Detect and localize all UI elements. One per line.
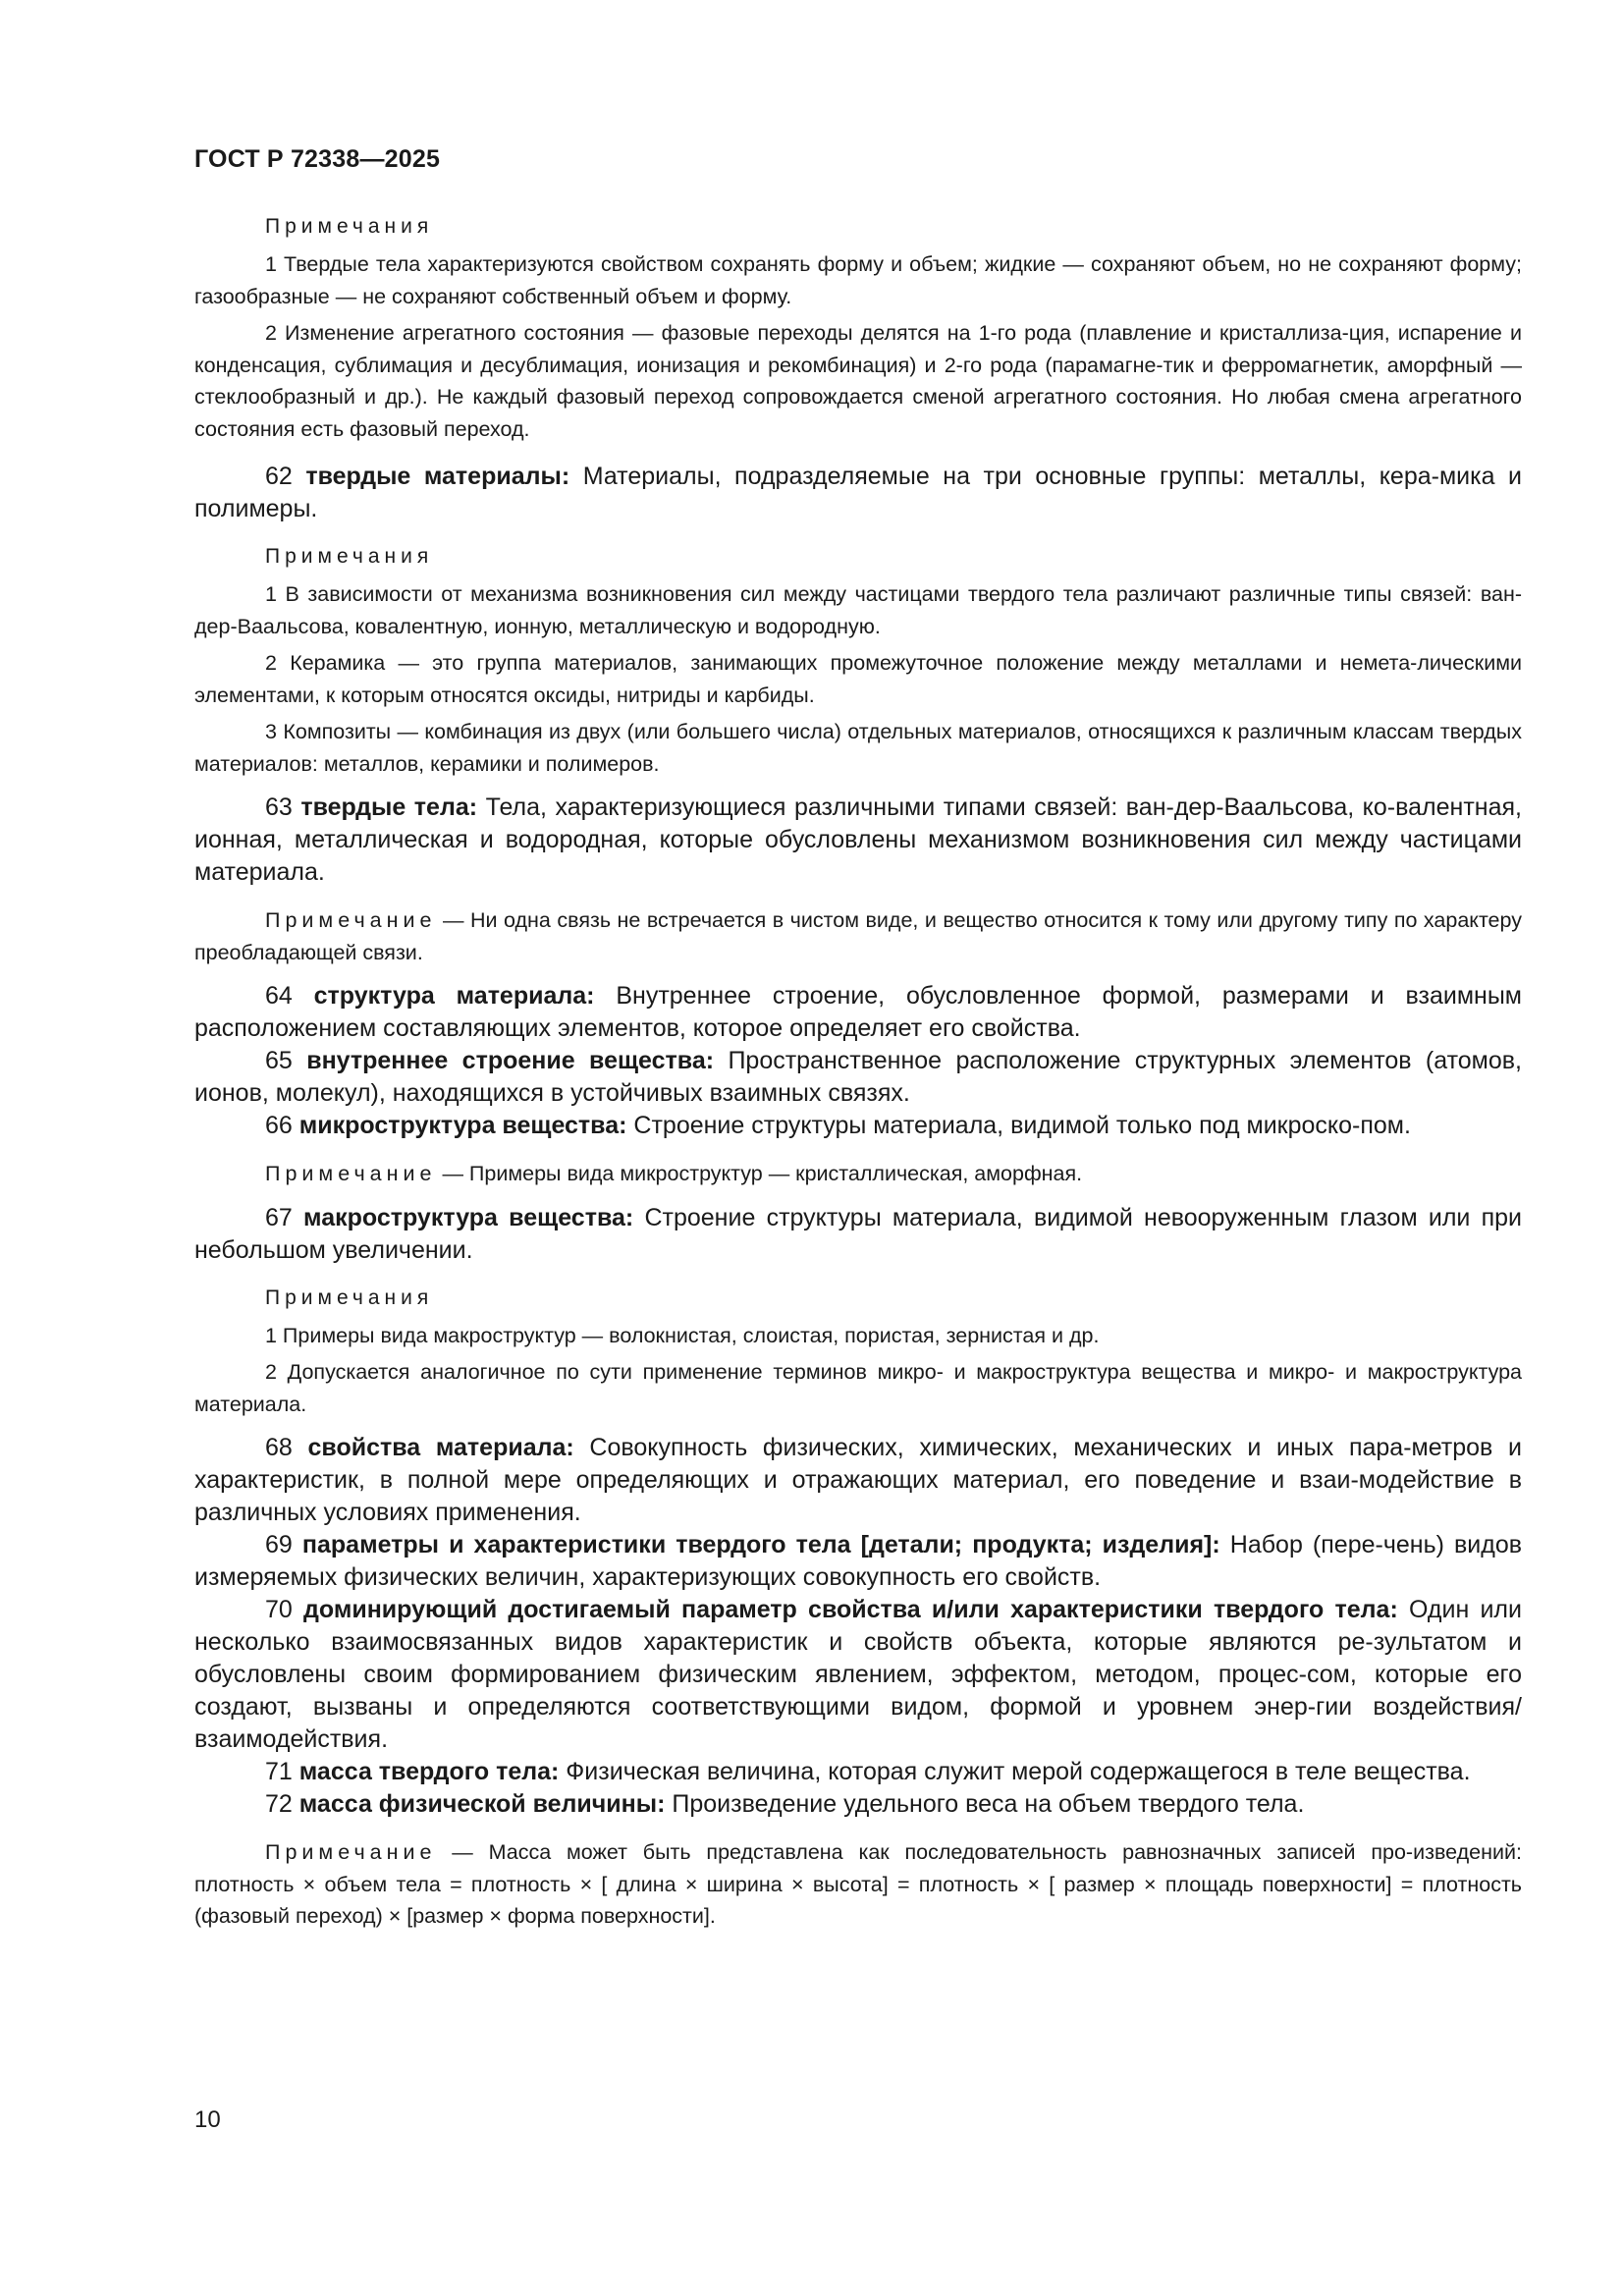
- term-entry-65: [194, 1045, 1522, 1110]
- term-entry-69: [194, 1529, 1522, 1594]
- term-definition: Материалы, подразделяемые на три основные группы: металлы, кера-мика и полимеры.: [194, 463, 1522, 522]
- term-definition: Физическая величина, которая служит мерой содержащегося в теле вещества.: [566, 1758, 1471, 1785]
- term-definition: Пространственное расположение структурных элементов (атомов, ионов, молекул), находящихся в устойчивых взаимных связях.: [194, 1047, 1523, 1107]
- notes-heading: Примечания: [265, 1285, 434, 1309]
- note-text: 2 Допускается аналогичное по сути применение терминов микро- и макроструктура вещества и микро- и макроструктура материала.: [194, 1360, 1522, 1416]
- term-number: 64: [265, 982, 293, 1010]
- document-header: ГОСТ Р 72338—2025: [194, 145, 441, 173]
- term-number: 67: [265, 1203, 293, 1231]
- term-definition: Тела, характеризующиеся различными типами связей: ван-дер-Ваальсова, ко-валентная, ионная, металлическая и водородная, которые обусловлены механизмом возникновения сил между частицами материала.: [194, 793, 1522, 886]
- term-name: масса физической величины:: [298, 1790, 666, 1818]
- note-text: [194, 1836, 1522, 1933]
- note-body: — Примеры вида микроструктур — кристаллическая, аморфная.: [442, 1162, 1083, 1185]
- note-heading: Примечание: [265, 1840, 437, 1864]
- term-definition: Набор (пере-чень) видов измеряемых физических величин, характеризующих совокупность его свойств.: [194, 1531, 1523, 1591]
- note-text: 1 В зависимости от механизма возникновения сил между частицами твердого тела различают различные типы связей: ван-дер-Ваальсова, ковалентную, ионную, металлическую и водородную.: [194, 582, 1522, 638]
- term-number: 71: [265, 1758, 293, 1785]
- term-entry-62: [194, 461, 1522, 525]
- term-entry-70: [194, 1594, 1522, 1756]
- note-text: 2 Керамика — это группа материалов, занимающих промежуточное положение между металлами и немета-лическими элементами, к которым относятся оксиды, нитриды и карбиды.: [194, 651, 1522, 707]
- term-definition: Один или несколько взаимосвязанных видов характеристик и свойств объекта, которые являются ре-зультатом и обусловлены своим формированием физическим явлением, эффектом, методом, процес-сом, которые его создают, вызваны и определяются соответствующими видом, формой и уровнем энер-гии воздействия/взаимодействия.: [194, 1596, 1522, 1753]
- note-text: [194, 904, 1522, 968]
- term-name: твердые материалы:: [305, 463, 570, 490]
- note-body: — Масса может быть представлена как последовательность равнозначных записей про-изведений: плотность × объем тела = плотность × [ длина × ширина × высота] = плотность × [ размер × площадь поверхности] = плотность (фазовый переход) × [размер × форма поверхности].: [194, 1840, 1522, 1928]
- term-name: внутреннее строение вещества:: [306, 1047, 715, 1074]
- notes-heading: Примечания: [265, 215, 434, 238]
- note-body: — Ни одна связь не встречается в чистом виде, и вещество относится к тому или другому типу по характеру преобладающей связи.: [194, 908, 1522, 964]
- term-number: 66: [265, 1112, 293, 1139]
- term-name: микроструктура вещества:: [298, 1112, 627, 1139]
- term-number: 68: [265, 1434, 293, 1461]
- term-number: 62: [265, 463, 293, 490]
- document-page: [194, 145, 1522, 1938]
- term-entry-63: [194, 792, 1522, 889]
- term-entry-68: [194, 1432, 1522, 1529]
- term-name: макроструктура вещества:: [303, 1203, 634, 1231]
- term-definition: Внутреннее строение, обусловленное формой, размерами и взаимным расположением составляющих элементов, которое определяет его свойства.: [194, 982, 1522, 1042]
- note-text: 1 Твердые тела характеризуются свойством сохранять форму и объем; жидкие — сохраняют объем, но не сохраняют форму; газообразные — не сохраняют собственный объем и форму.: [194, 252, 1522, 308]
- note-heading: Примечание: [265, 1162, 437, 1185]
- term-entry-72: [194, 1788, 1522, 1821]
- term-entry-71: [194, 1756, 1522, 1788]
- note-text: [194, 1158, 1522, 1190]
- term-definition: Строение структуры материала, видимой невооруженным глазом или при небольшом увеличении.: [194, 1203, 1522, 1264]
- term-number: 70: [265, 1596, 293, 1623]
- term-definition: Строение структуры материала, видимой только под микроско-пом.: [633, 1112, 1411, 1139]
- note-text: 2 Изменение агрегатного состояния — фазовые переходы делятся на 1-го рода (плавление и кристаллиза-ция, испарение и конденсация, сублимация и десублимация, ионизация и рекомбинация) и 2-го рода (парамагне-тик и ферромагнетик, аморфный — стеклообразный и др.). Не каждый фазовый переход сопровождается сменой агрегатного состояния. Но любая смена агрегатного состояния есть фазовый переход.: [194, 321, 1522, 441]
- term-entry-64: [194, 980, 1522, 1045]
- page-number: 10: [194, 2106, 221, 2133]
- term-number: 65: [265, 1047, 293, 1074]
- note-text: 1 Примеры вида макроструктур — волокнистая, слоистая, пористая, зернистая и др.: [265, 1323, 1100, 1347]
- term-definition: Произведение удельного веса на объем твердого тела.: [672, 1790, 1305, 1818]
- term-entry-67: [194, 1202, 1522, 1267]
- note-text: 3 Композиты — комбинация из двух (или большего числа) отдельных материалов, относящихся к различным классам твердых материалов: металлов, керамики и полимеров.: [194, 720, 1522, 776]
- term-name: структура материала:: [313, 982, 595, 1010]
- term-entry-66: [194, 1110, 1522, 1142]
- term-name: масса твердого тела:: [298, 1758, 560, 1785]
- term-number: 72: [265, 1790, 293, 1818]
- term-number: 69: [265, 1531, 293, 1558]
- term-number: 63: [265, 793, 293, 821]
- note-heading: Примечание: [265, 908, 437, 932]
- term-name: свойства материала:: [307, 1434, 574, 1461]
- term-name: параметры и характеристики твердого тела [детали; продукта; изделия]:: [301, 1531, 1220, 1558]
- term-name: твердые тела:: [300, 793, 478, 821]
- term-name: доминирующий достигаемый параметр свойства и/или характеристики твердого тела:: [303, 1596, 1398, 1623]
- notes-heading: Примечания: [265, 545, 434, 568]
- term-definition: Совокупность физических, химических, механических и иных пара-метров и характеристик, в полной мере определяющих и отражающих материал, его поведение и взаи-модействие в различных условиях применения.: [194, 1434, 1522, 1526]
